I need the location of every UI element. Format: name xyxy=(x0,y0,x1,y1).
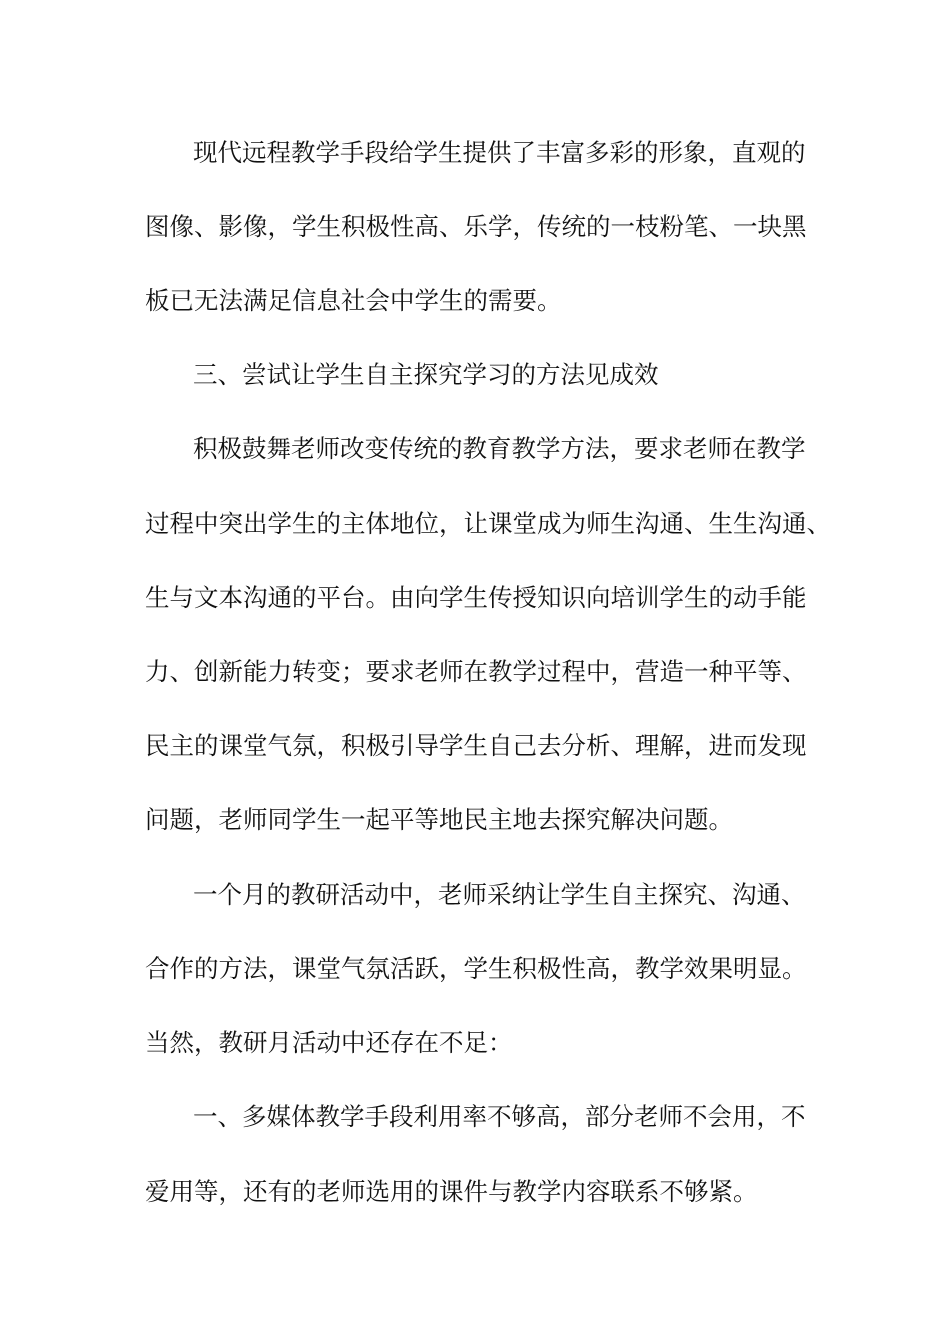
paragraph-line: 积极鼓舞老师改变传统的教育教学方法，要求老师在教学 xyxy=(193,434,806,463)
paragraph-line: 图像、影像，学生积极性高、乐学，传统的一枝粉笔、一块黑 xyxy=(145,212,807,241)
paragraph-line: 爱用等，还有的老师选用的课件与教学内容联系不够紧。 xyxy=(145,1177,758,1206)
paragraph-line: 现代远程教学手段给学生提供了丰富多彩的形象，直观的 xyxy=(193,138,806,167)
paragraph-line: 板已无法满足信息社会中学生的需要。 xyxy=(145,286,562,315)
paragraph-line: 民主的课堂气氛，积极引导学生自己去分析、理解，进而发现 xyxy=(145,731,807,760)
paragraph-line: 一、多媒体教学手段利用率不够高，部分老师不会用，不 xyxy=(193,1102,806,1131)
paragraph-line: 力、创新能力转变；要求老师在教学过程中，营造一种平等、 xyxy=(145,657,807,686)
paragraph-line: 合作的方法，课堂气氛活跃，学生积极性高，教学效果明显。 xyxy=(145,954,807,983)
paragraph-line: 当然，教研月活动中还存在不足： xyxy=(145,1028,513,1057)
paragraph-line: 一个月的教研活动中，老师采纳让学生自主探究、沟通、 xyxy=(193,880,806,909)
paragraph-line: 过程中突出学生的主体地位，让课堂成为师生沟通、生生沟通、 xyxy=(145,509,831,538)
paragraph-line: 问题，老师同学生一起平等地民主地去探究解决问题。 xyxy=(145,805,733,834)
paragraph-line: 生与文本沟通的平台。由向学生传授知识向培训学生的动手能 xyxy=(145,583,807,612)
section-heading: 三、尝试让学生自主探究学习的方法见成效 xyxy=(193,360,659,389)
